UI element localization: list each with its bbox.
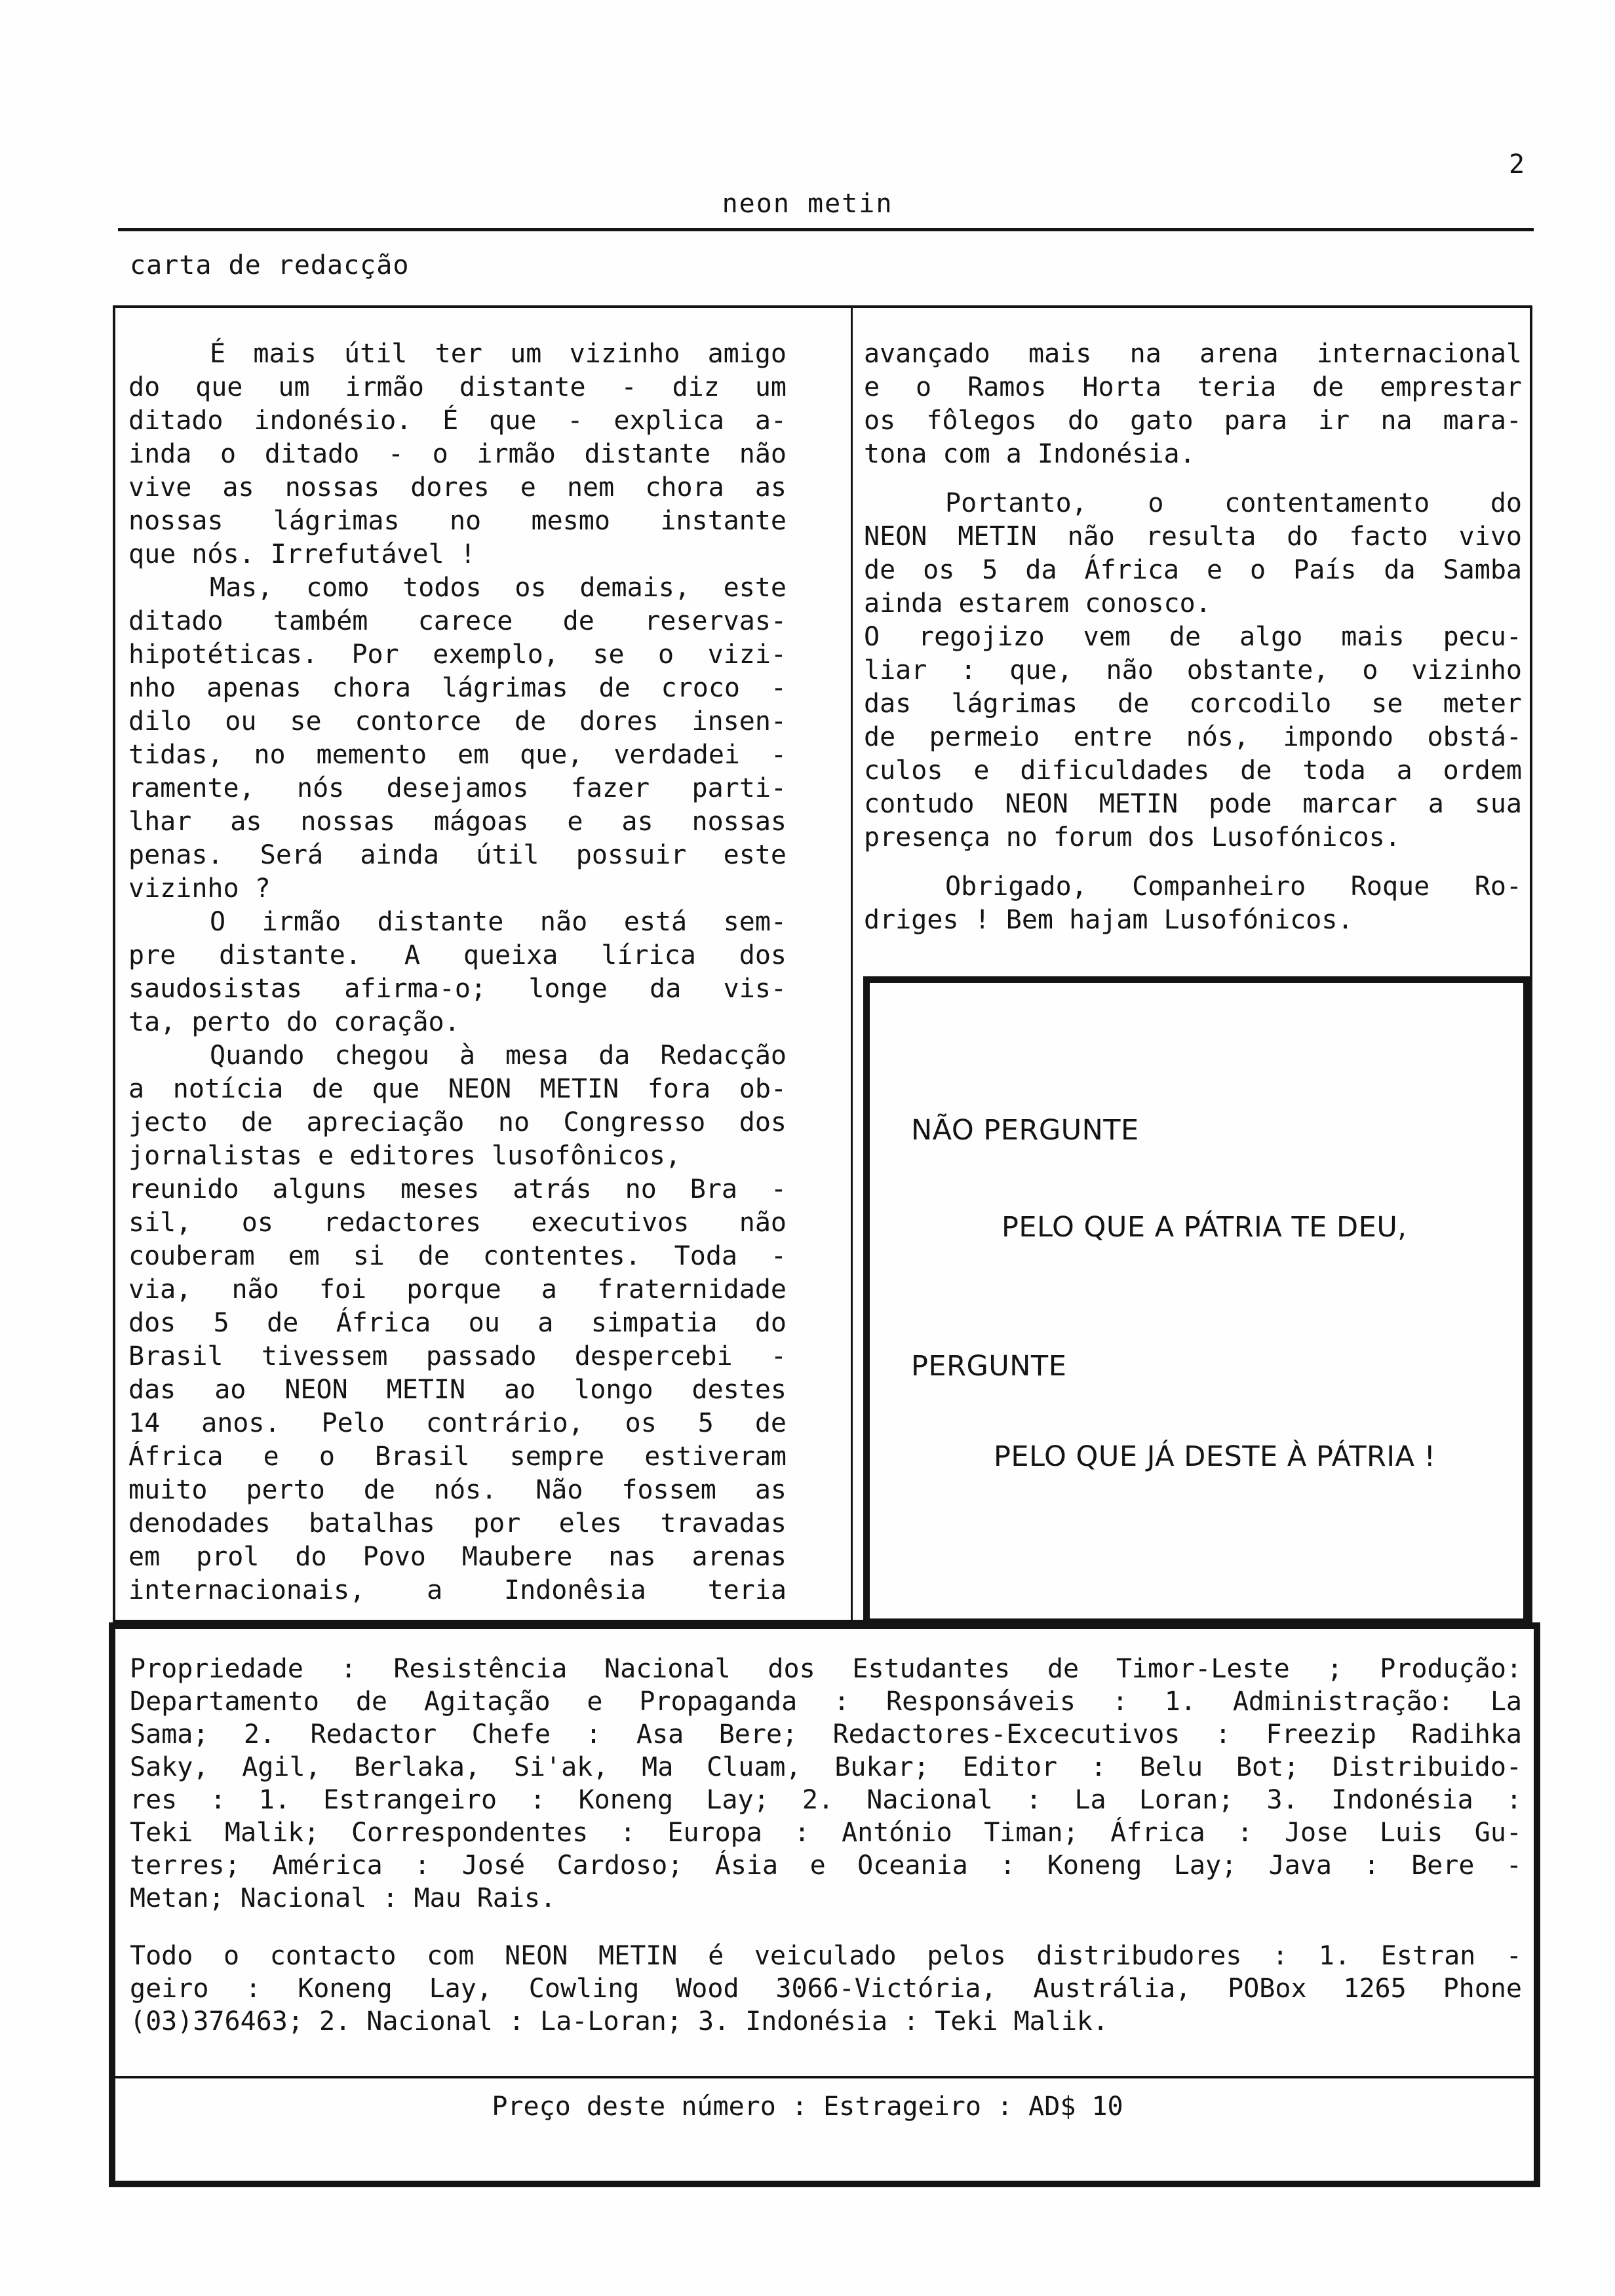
text-line: lhar as nossas mágoas e as nossas: [128, 807, 787, 837]
contact-info: [130, 1940, 1522, 2038]
impressum-line: res : 1. Estrangeiro : Koneng Lay; 2. Nacional : La Loran; 3. Indonésia :: [130, 1785, 1522, 1815]
text-line: vizinho ?: [128, 873, 271, 904]
text-line: muito perto de nós. Não fossem as: [128, 1475, 787, 1505]
impressum-line: Teki Malik; Correspondentes : Europa : António Timan; África : Jose Luis Gu-: [130, 1818, 1522, 1848]
masthead: neon metin: [722, 189, 893, 219]
header-rule: [118, 228, 1534, 231]
text-line: dos 5 de África ou a simpatia do: [128, 1308, 787, 1338]
text-line: Obrigado, Companheiro Roque Ro-: [945, 871, 1522, 902]
text-line: ta, perto do coração.: [128, 1007, 460, 1037]
text-line: nossas lágrimas no mesmo instante: [128, 506, 787, 536]
text-line: jornalistas e editores lusofônicos,: [128, 1141, 681, 1171]
text-line: dilo ou se contorce de dores insen-: [128, 706, 787, 737]
impressum: [130, 1653, 1522, 1915]
text-line: Quando chegou à mesa da Redacção: [210, 1041, 787, 1071]
price-divider: [115, 2076, 1534, 2078]
price-line: Preço deste número : Estrageiro : AD$ 10: [492, 2092, 1123, 2122]
impressum-line: Saky, Agil, Berlaka, Si'ak, Ma Cluam, Bukar; Editor : Belu Bot; Distribuido-: [130, 1752, 1522, 1782]
text-line: denodades batalhas por eles travadas: [128, 1508, 787, 1539]
text-line: couberam em si de contentes. Toda -: [128, 1241, 787, 1271]
text-line: inda o ditado - o irmão distante não: [128, 439, 787, 469]
text-line: a notícia de que NEON METIN fora ob-: [128, 1074, 787, 1104]
text-line: do que um irmão distante - diz um: [128, 372, 787, 402]
text-line: de os 5 da África e o País da Samba: [864, 555, 1522, 585]
text-line: que nós. Irrefutável !: [128, 539, 476, 569]
text-line: Mas, como todos os demais, este: [210, 573, 787, 603]
impressum-line: Propriedade : Resistência Nacional dos Estudantes de Timor-Leste ; Produção:: [130, 1654, 1522, 1684]
slogan-line-3: PERGUNTE: [911, 1350, 1067, 1383]
text-line: avançado mais na arena internacional: [864, 339, 1522, 369]
slogan-box: [863, 976, 1531, 1625]
slogan-line-4: PELO QUE JÁ DESTE À PÁTRIA !: [994, 1440, 1436, 1473]
impressum-line: Departamento de Agitação e Propaganda : Responsáveis : 1. Administração: La: [130, 1687, 1522, 1717]
article-column-right: [864, 337, 1522, 937]
text-line: e o Ramos Horta teria de emprestar: [864, 372, 1522, 402]
impressum-line: Metan; Nacional : Mau Rais.: [130, 1883, 556, 1913]
contact-line: (03)376463; 2. Nacional : La-Loran; 3. Indonésia : Teki Malik.: [130, 2006, 1109, 2037]
text-line: Portanto, o contentamento do: [945, 488, 1522, 518]
text-line: driges ! Bem hajam Lusofónicos.: [864, 905, 1353, 935]
text-line: presença no forum dos Lusofónicos.: [864, 822, 1401, 852]
contact-line: geiro : Koneng Lay, Cowling Wood 3066-Victória, Austrália, POBox 1265 Phone: [130, 1974, 1522, 2004]
text-line: via, não foi porque a fraternidade: [128, 1274, 787, 1305]
text-line: ditado indonésio. É que - explica a-: [128, 406, 787, 436]
article-column-left: [128, 337, 787, 1607]
text-line: das lágrimas de corcodilo se meter: [864, 689, 1522, 719]
text-line: liar : que, não obstante, o vizinho: [864, 655, 1522, 685]
text-line: África e o Brasil sempre estiveram: [128, 1442, 787, 1472]
slogan-line-2: PELO QUE A PÁTRIA TE DEU,: [1002, 1211, 1407, 1244]
paragraph-gap: [864, 854, 1522, 870]
text-line: vive as nossas dores e nem chora as: [128, 472, 787, 503]
text-line: NEON METIN não resulta do facto vivo: [864, 522, 1522, 552]
text-line: sil, os redactores executivos não: [128, 1208, 787, 1238]
page-number: 2: [1509, 149, 1525, 180]
text-line: tidas, no memento em que, verdadei -: [128, 740, 787, 770]
text-line: culos e dificuldades de toda a ordem: [864, 756, 1522, 786]
text-line: pre distante. A queixa lírica dos: [128, 940, 787, 970]
contact-line: Todo o contacto com NEON METIN é veiculado pelos distribudores : 1. Estran -: [130, 1941, 1522, 1971]
text-line: reunido alguns meses atrás no Bra -: [128, 1174, 787, 1204]
text-line: É mais útil ter um vizinho amigo: [210, 339, 787, 369]
text-line: Brasil tivessem passado despercebi -: [128, 1341, 787, 1371]
column-divider: [851, 308, 853, 1621]
text-line: contudo NEON METIN pode marcar a sua: [864, 789, 1522, 819]
text-line: de permeio entre nós, impondo obstá-: [864, 722, 1522, 752]
text-line: jecto de apreciação no Congresso dos: [128, 1107, 787, 1138]
text-line: internacionais, a Indonêsia teria: [128, 1575, 787, 1605]
text-line: 14 anos. Pelo contrário, os 5 de: [128, 1408, 787, 1438]
text-line: nho apenas chora lágrimas de croco -: [128, 673, 787, 703]
text-line: tona com a Indonésia.: [864, 439, 1196, 469]
text-line: O irmão distante não está sem-: [210, 907, 787, 937]
text-line: penas. Será ainda útil possuir este: [128, 840, 787, 870]
text-line: saudosistas afirma-o; longe da vis-: [128, 974, 787, 1004]
text-line: ditado também carece de reservas-: [128, 606, 787, 636]
text-line: ramente, nós desejamos fazer parti-: [128, 773, 787, 803]
text-line: ainda estarem conosco.: [864, 588, 1211, 619]
paragraph-gap: [864, 471, 1522, 487]
text-line: os fôlegos do gato para ir na mara-: [864, 406, 1522, 436]
impressum-line: terres; América : José Cardoso; Ásia e Oceania : Koneng Lay; Java : Bere -: [130, 1850, 1522, 1881]
slogan-line-1: NÃO PERGUNTE: [911, 1114, 1139, 1147]
text-line: O regojizo vem de algo mais pecu-: [864, 622, 1522, 652]
section-title: carta de redacção: [130, 250, 410, 280]
impressum-line: Sama; 2. Redactor Chefe : Asa Bere; Redactores-Excecutivos : Freezip Radihka: [130, 1719, 1522, 1750]
text-line: das ao NEON METIN ao longo destes: [128, 1375, 787, 1405]
text-line: em prol do Povo Maubere nas arenas: [128, 1542, 787, 1572]
text-line: hipotéticas. Por exemplo, se o vizi-: [128, 640, 787, 670]
